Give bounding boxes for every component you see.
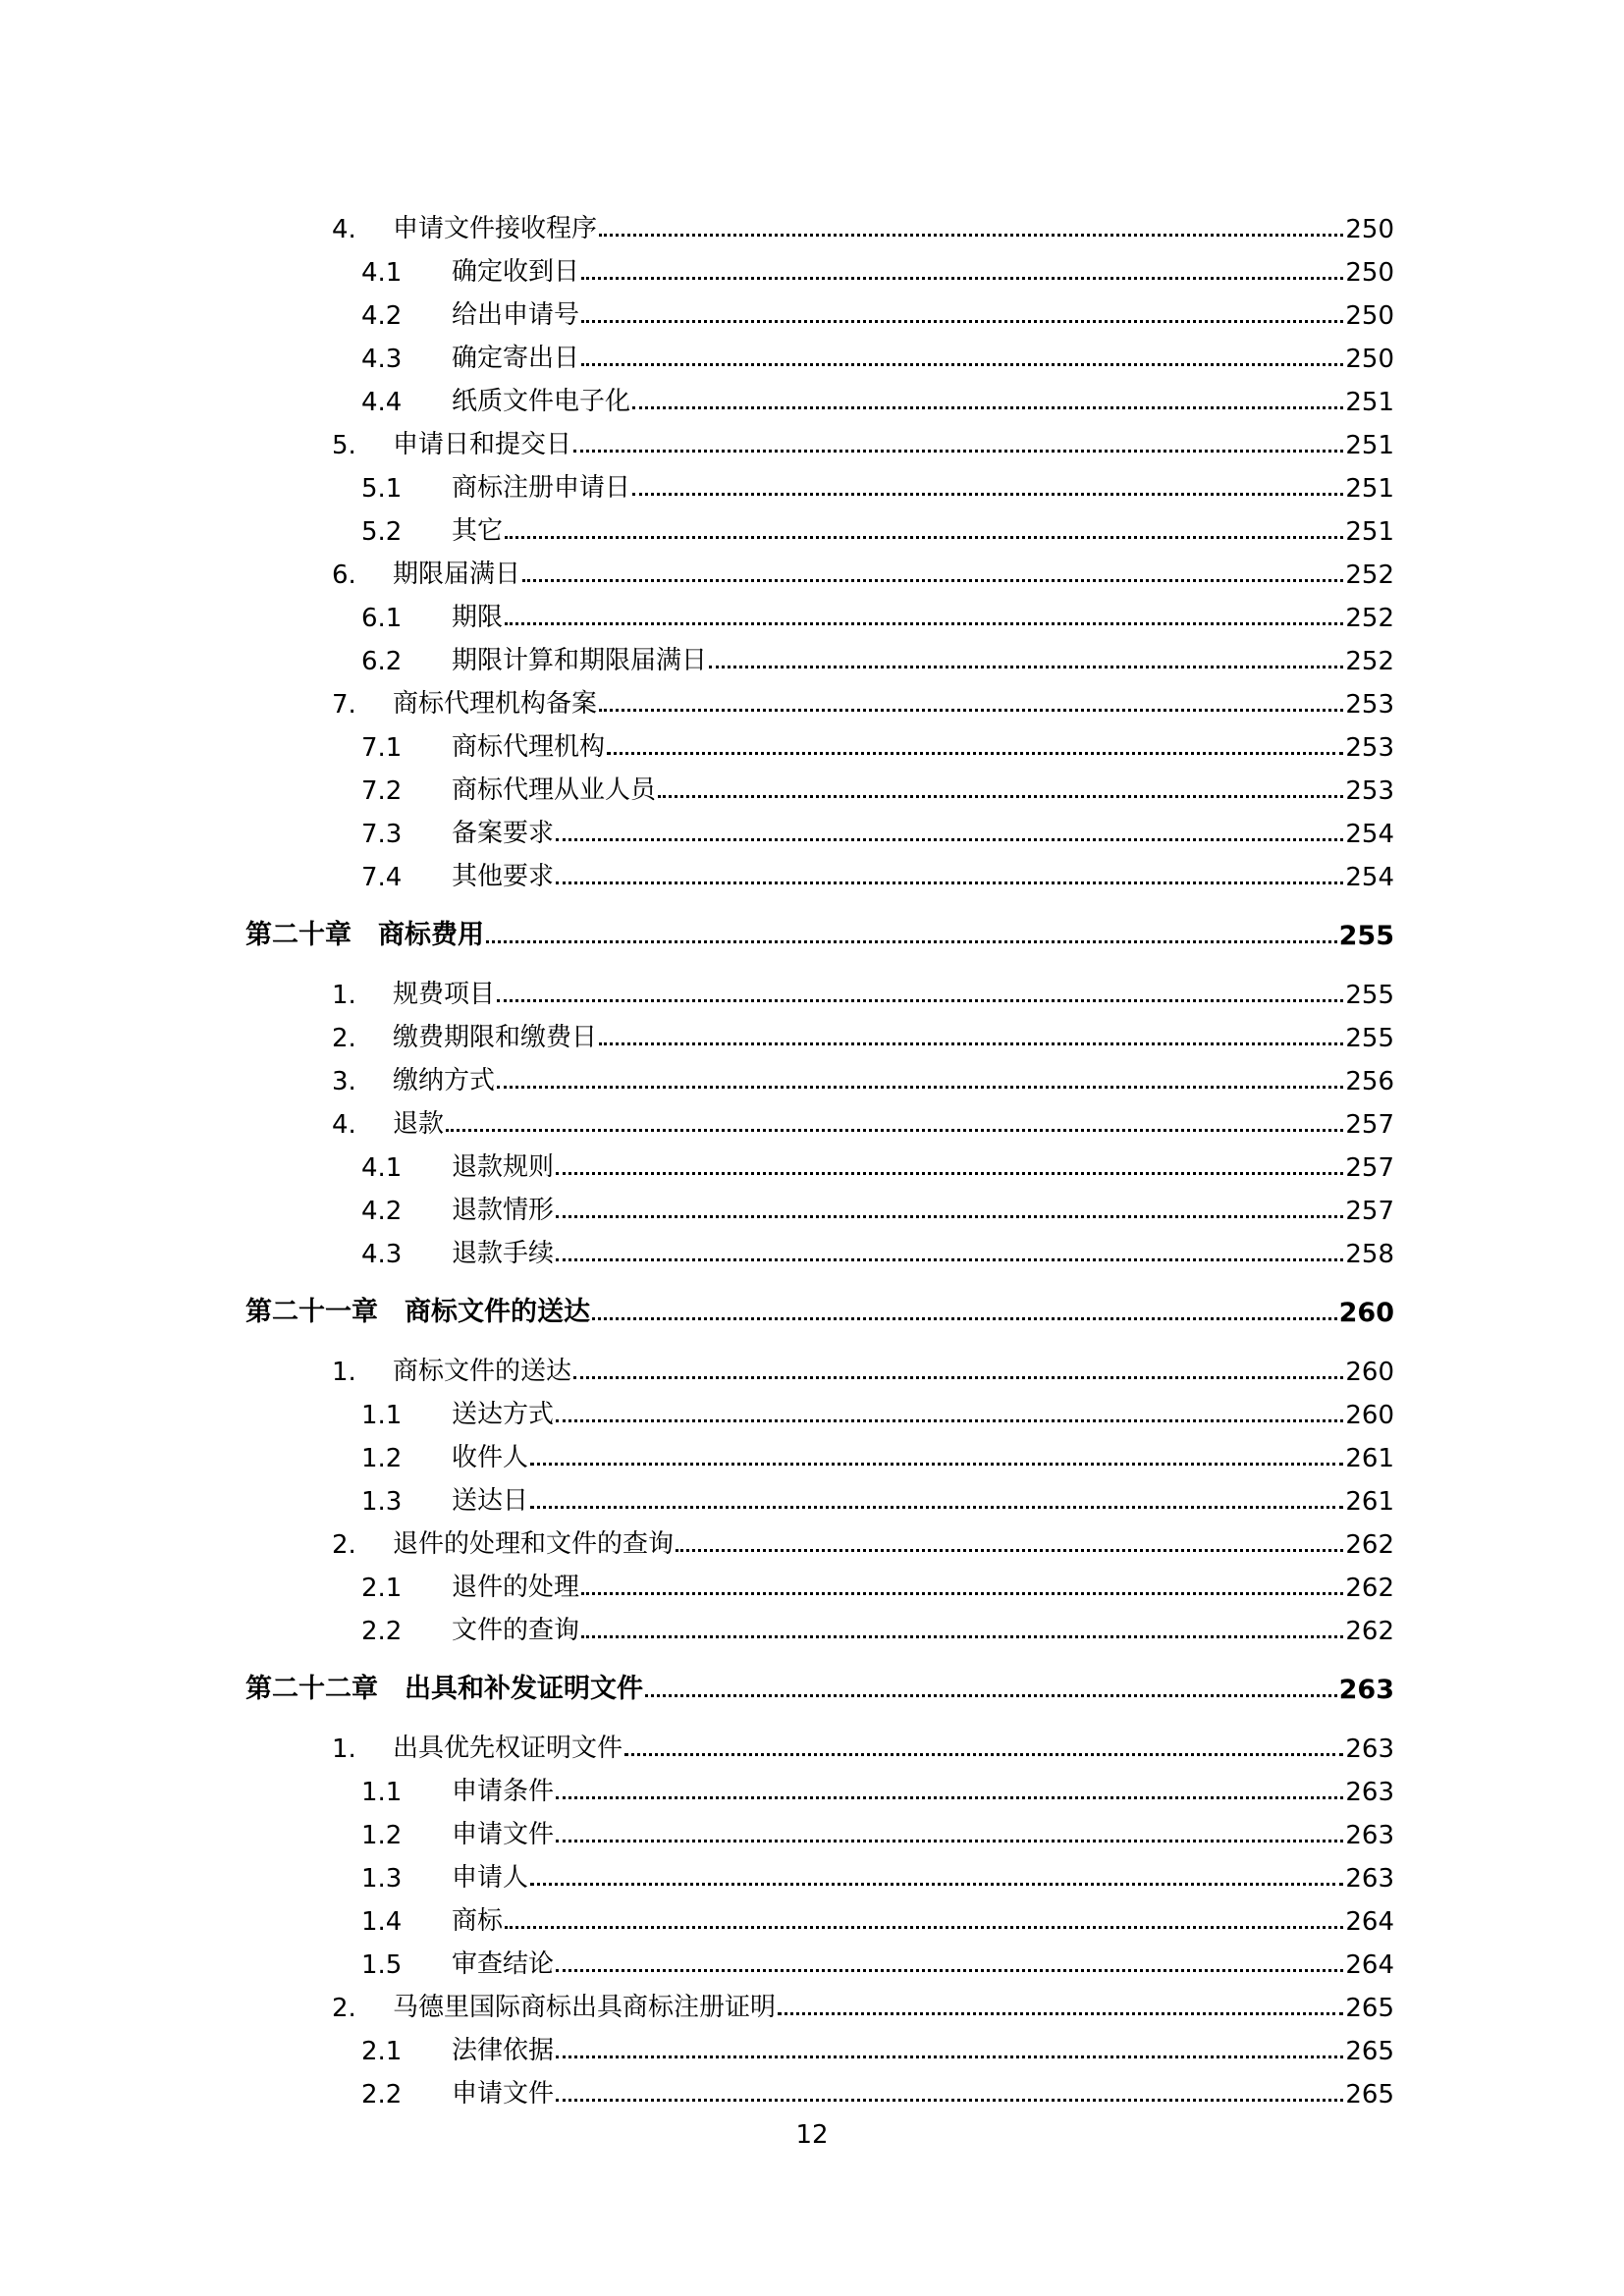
toc-entry-page: 251 — [1345, 388, 1394, 417]
toc-entry-number: 1.5 — [361, 1950, 403, 1980]
toc-entry-page: 260 — [1345, 1358, 1394, 1387]
toc-entry-number: 6. — [332, 561, 356, 590]
toc-entry-title: 送达日 — [452, 1486, 529, 1516]
dot-leader — [497, 1086, 1343, 1089]
toc-entry-title: 马德里国际商标出具商标注册证明 — [393, 1993, 777, 2022]
toc-entry-number: 2.2 — [361, 1617, 403, 1646]
toc-entry-page: 262 — [1345, 1617, 1394, 1646]
toc-entry-title: 缴纳方式 — [393, 1066, 496, 1095]
toc-entry-number: 4.3 — [361, 345, 403, 374]
toc-entry-title: 收件人 — [452, 1443, 529, 1472]
toc-chapter-entry[interactable] — [245, 1269, 1394, 1328]
toc-entry-title: 商标文件的送达 — [393, 1357, 572, 1386]
dot-leader — [446, 1129, 1343, 1132]
toc-entry-title: 期限届满日 — [393, 560, 521, 589]
toc-entry-title: 第二十二章 出具和补发证明文件 — [245, 1674, 643, 1704]
toc-entry[interactable] — [245, 244, 1394, 288]
toc-entry[interactable] — [245, 849, 1394, 892]
toc-entry[interactable] — [245, 1328, 1394, 1387]
toc-entry-page: 265 — [1345, 2037, 1394, 2066]
toc-entry-number: 1. — [332, 1735, 356, 1764]
toc-entry-title: 确定寄出日 — [452, 344, 580, 373]
toc-entry-number: 6.1 — [361, 604, 403, 633]
toc-entry-title: 第二十章 商标费用 — [245, 920, 484, 950]
toc-entry-number: 1.2 — [361, 1821, 403, 1850]
toc-entry[interactable] — [245, 676, 1394, 720]
toc-entry-number: 7.3 — [361, 820, 403, 849]
dot-leader — [556, 1840, 1343, 1842]
toc-entry-title: 文件的查询 — [452, 1616, 580, 1645]
toc-entry-title: 退款手续 — [452, 1239, 555, 1268]
dot-leader — [522, 579, 1343, 582]
dot-leader — [573, 450, 1343, 453]
toc-entry[interactable] — [245, 1183, 1394, 1226]
toc-entry-page: 261 — [1345, 1487, 1394, 1517]
toc-entry-page: 264 — [1345, 1907, 1394, 1937]
toc-entry-page: 262 — [1345, 1530, 1394, 1560]
toc-entry-page: 261 — [1345, 1444, 1394, 1473]
toc-entry-title: 申请日和提交日 — [393, 430, 572, 459]
toc-entry[interactable] — [245, 547, 1394, 590]
toc-entry-page: 251 — [1345, 517, 1394, 547]
toc-entry-page: 263 — [1338, 1675, 1394, 1705]
toc-entry-title: 确定收到日 — [452, 257, 580, 287]
toc-entry[interactable] — [245, 331, 1394, 374]
dot-leader — [505, 1926, 1343, 1929]
toc-entry-number: 4.2 — [361, 301, 403, 331]
dot-leader — [556, 1419, 1343, 1422]
toc-entry-number: 4.1 — [361, 1153, 403, 1183]
toc-entry[interactable] — [245, 1053, 1394, 1096]
dot-leader — [645, 1694, 1337, 1697]
toc-entry[interactable] — [245, 1517, 1394, 1560]
dot-leader — [530, 1506, 1343, 1509]
toc-chapter-entry[interactable] — [245, 892, 1394, 951]
toc-entry-page: 255 — [1338, 921, 1394, 951]
toc-entry-page: 252 — [1345, 561, 1394, 590]
dot-leader — [778, 2012, 1343, 2015]
toc-entry-title: 申请条件 — [452, 1777, 555, 1806]
toc-entry[interactable] — [245, 951, 1394, 1010]
dot-leader — [632, 406, 1343, 409]
dot-leader — [556, 1215, 1343, 1218]
toc-entry-number: 1.1 — [361, 1778, 403, 1807]
toc-entry[interactable] — [245, 1010, 1394, 1053]
dot-leader — [556, 838, 1343, 841]
dot-leader — [607, 752, 1343, 755]
toc-entry-number: 4.1 — [361, 258, 403, 288]
toc-entry-page: 254 — [1345, 820, 1394, 849]
dot-leader — [581, 1592, 1343, 1595]
toc-entry-number: 3. — [332, 1067, 356, 1096]
toc-entry[interactable] — [245, 1937, 1394, 1980]
dot-leader — [556, 1969, 1343, 1972]
toc-entry-page: 263 — [1345, 1778, 1394, 1807]
page-number: 12 — [795, 2120, 829, 2150]
toc-entry[interactable] — [245, 374, 1394, 417]
toc-entry-title: 商标代理机构 — [452, 732, 606, 762]
table-of-contents — [245, 201, 1394, 2109]
toc-entry-page: 253 — [1345, 776, 1394, 806]
toc-entry-page: 251 — [1345, 431, 1394, 460]
dot-leader — [505, 536, 1343, 539]
toc-entry-title: 第二十一章 商标文件的送达 — [245, 1297, 590, 1327]
toc-entry[interactable] — [245, 590, 1394, 633]
toc-entry-number: 1. — [332, 1358, 356, 1387]
toc-entry-title: 审查结论 — [452, 1949, 555, 1979]
toc-entry[interactable] — [245, 1894, 1394, 1937]
dot-leader — [592, 1317, 1337, 1320]
toc-entry-number: 5. — [332, 431, 356, 460]
toc-entry-title: 其他要求 — [452, 862, 555, 891]
dot-leader — [556, 881, 1343, 884]
toc-entry[interactable] — [245, 1807, 1394, 1850]
toc-entry-page: 254 — [1345, 863, 1394, 892]
toc-entry[interactable] — [245, 1473, 1394, 1517]
toc-entry-title: 申请文件 — [452, 1820, 555, 1849]
toc-entry-page: 255 — [1345, 1024, 1394, 1053]
toc-entry-number: 2.1 — [361, 1574, 403, 1603]
toc-entry[interactable] — [245, 763, 1394, 806]
toc-entry-number: 2. — [332, 1024, 356, 1053]
toc-entry-number: 1.3 — [361, 1864, 403, 1894]
toc-entry[interactable] — [245, 1140, 1394, 1183]
toc-entry-title: 商标代理机构备案 — [393, 689, 598, 719]
toc-entry-page: 253 — [1345, 690, 1394, 720]
toc-entry-page: 250 — [1345, 215, 1394, 244]
toc-entry-title: 期限计算和期限届满日 — [452, 646, 708, 675]
toc-entry-title: 申请人 — [452, 1863, 529, 1893]
toc-entry-number: 2.1 — [361, 2037, 403, 2066]
toc-entry-page: 265 — [1345, 1994, 1394, 2023]
toc-entry-number: 4.4 — [361, 388, 403, 417]
toc-entry[interactable] — [245, 2023, 1394, 2066]
toc-entry-title: 出具优先权证明文件 — [393, 1734, 623, 1763]
dot-leader — [556, 1796, 1343, 1799]
toc-entry-title: 退件的处理 — [452, 1573, 580, 1602]
dot-leader — [599, 234, 1343, 237]
toc-entry-title: 退款 — [393, 1109, 445, 1139]
toc-entry-number: 2. — [332, 1994, 356, 2023]
toc-entry-page: 263 — [1345, 1735, 1394, 1764]
toc-entry-title: 申请文件接收程序 — [393, 214, 598, 243]
toc-entry-title: 商标 — [452, 1906, 504, 1936]
toc-entry-number: 7.2 — [361, 776, 403, 806]
toc-entry[interactable] — [245, 720, 1394, 763]
toc-entry-title: 商标注册申请日 — [452, 473, 631, 503]
toc-entry-title: 备案要求 — [452, 819, 555, 848]
toc-entry[interactable] — [245, 2066, 1394, 2109]
toc-chapter-entry[interactable] — [245, 1646, 1394, 1705]
dot-leader — [581, 363, 1343, 366]
toc-entry-number: 4.2 — [361, 1197, 403, 1226]
toc-entry[interactable] — [245, 633, 1394, 676]
toc-entry-page: 258 — [1345, 1240, 1394, 1269]
toc-entry-title: 退款情形 — [452, 1196, 555, 1225]
toc-entry[interactable] — [245, 504, 1394, 547]
toc-entry-page: 253 — [1345, 733, 1394, 763]
toc-entry-page: 257 — [1345, 1110, 1394, 1140]
dot-leader — [530, 1463, 1343, 1466]
dot-leader — [530, 1883, 1343, 1886]
dot-leader — [599, 1042, 1343, 1045]
dot-leader — [599, 709, 1343, 712]
toc-entry-page: 252 — [1345, 647, 1394, 676]
toc-entry-title: 规费项目 — [393, 980, 496, 1009]
toc-entry-title: 其它 — [452, 516, 504, 546]
toc-entry-title: 退款规则 — [452, 1152, 555, 1182]
toc-entry-page: 251 — [1345, 474, 1394, 504]
toc-entry-title: 法律依据 — [452, 2036, 555, 2065]
toc-entry-number: 7.1 — [361, 733, 403, 763]
toc-entry-title: 缴费期限和缴费日 — [393, 1023, 598, 1052]
dot-leader — [709, 666, 1343, 668]
toc-entry-number: 1.3 — [361, 1487, 403, 1517]
toc-entry[interactable] — [245, 417, 1394, 460]
toc-entry-number: 4. — [332, 215, 356, 244]
toc-entry-page: 250 — [1345, 345, 1394, 374]
toc-entry-page: 257 — [1345, 1197, 1394, 1226]
toc-entry-page: 263 — [1345, 1864, 1394, 1894]
toc-entry-number: 7.4 — [361, 863, 403, 892]
toc-entry-number: 1.1 — [361, 1401, 403, 1430]
toc-entry-page: 257 — [1345, 1153, 1394, 1183]
dot-leader — [581, 277, 1343, 280]
toc-entry[interactable] — [245, 1430, 1394, 1473]
toc-entry[interactable] — [245, 460, 1394, 504]
toc-entry-page: 262 — [1345, 1574, 1394, 1603]
toc-entry[interactable] — [245, 1705, 1394, 1764]
toc-entry[interactable] — [245, 1764, 1394, 1807]
dot-leader — [658, 795, 1343, 798]
toc-entry[interactable] — [245, 288, 1394, 331]
dot-leader — [505, 622, 1343, 625]
toc-entry-page: 256 — [1345, 1067, 1394, 1096]
toc-entry-page: 265 — [1345, 2080, 1394, 2109]
toc-entry-page: 255 — [1345, 981, 1394, 1010]
dot-leader — [556, 2099, 1343, 2102]
toc-entry-number: 2. — [332, 1530, 356, 1560]
toc-entry-title: 申请文件 — [452, 2079, 555, 2109]
dot-leader — [581, 1635, 1343, 1638]
toc-entry-title: 期限 — [452, 603, 504, 632]
toc-entry[interactable] — [245, 1226, 1394, 1269]
dot-leader — [556, 2056, 1343, 2058]
toc-entry-number: 4.3 — [361, 1240, 403, 1269]
toc-entry-page: 250 — [1345, 301, 1394, 331]
dot-leader — [624, 1753, 1343, 1756]
toc-entry-number: 5.2 — [361, 517, 403, 547]
toc-entry-title: 给出申请号 — [452, 300, 580, 330]
toc-entry-page: 263 — [1345, 1821, 1394, 1850]
dot-leader — [632, 493, 1343, 496]
toc-entry[interactable] — [245, 1560, 1394, 1603]
toc-entry-number: 7. — [332, 690, 356, 720]
toc-entry[interactable] — [245, 806, 1394, 849]
toc-entry-number: 1.4 — [361, 1907, 403, 1937]
toc-entry-number: 1.2 — [361, 1444, 403, 1473]
toc-entry-number: 2.2 — [361, 2080, 403, 2109]
toc-entry-number: 5.1 — [361, 474, 403, 504]
toc-entry-page: 260 — [1338, 1298, 1394, 1328]
toc-entry-page: 250 — [1345, 258, 1394, 288]
toc-entry[interactable] — [245, 201, 1394, 244]
toc-entry-page: 260 — [1345, 1401, 1394, 1430]
toc-entry[interactable] — [245, 1850, 1394, 1894]
toc-entry-title: 商标代理从业人员 — [452, 775, 657, 805]
dot-leader — [581, 320, 1343, 323]
toc-entry[interactable] — [245, 1387, 1394, 1430]
toc-entry-title: 纸质文件电子化 — [452, 387, 631, 416]
toc-entry-page: 252 — [1345, 604, 1394, 633]
dot-leader — [556, 1172, 1343, 1175]
toc-entry-number: 6.2 — [361, 647, 403, 676]
toc-entry[interactable] — [245, 1980, 1394, 2023]
toc-entry-number: 1. — [332, 981, 356, 1010]
dot-leader — [497, 999, 1343, 1002]
toc-entry-title: 送达方式 — [452, 1400, 555, 1429]
dot-leader — [556, 1258, 1343, 1261]
dot-leader — [676, 1549, 1343, 1552]
toc-entry[interactable] — [245, 1096, 1394, 1140]
toc-entry-number: 4. — [332, 1110, 356, 1140]
toc-entry[interactable] — [245, 1603, 1394, 1646]
toc-entry-page: 264 — [1345, 1950, 1394, 1980]
toc-entry-title: 退件的处理和文件的查询 — [393, 1529, 675, 1559]
dot-leader — [486, 940, 1337, 943]
dot-leader — [573, 1376, 1343, 1379]
